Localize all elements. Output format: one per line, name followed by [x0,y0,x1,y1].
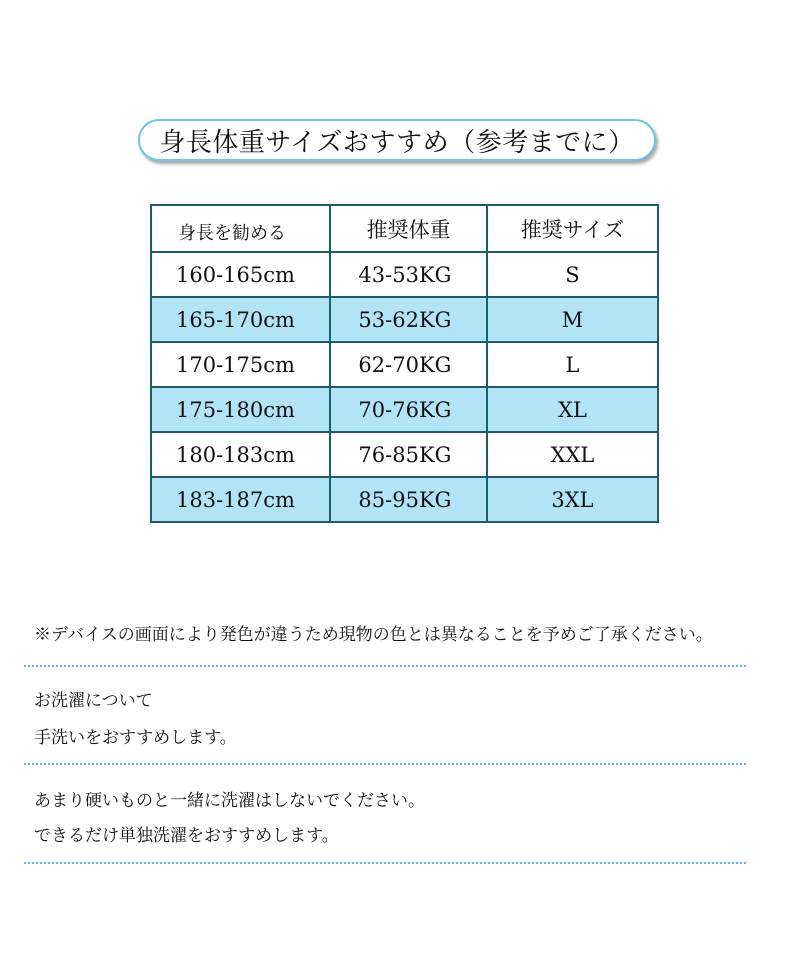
size-cell: XXL [487,432,658,477]
washing-heading: お洗濯について [34,691,153,711]
height-cell: 175-180cm [151,387,330,432]
table-header-row [151,205,658,252]
table-row [151,342,658,387]
table-row [151,252,658,297]
size-cell: 3XL [487,477,658,522]
header-height: 身長を勧める [151,205,330,252]
size-cell: S [487,252,658,297]
weight-cell: 76-85KG [330,432,487,477]
table-row [151,432,658,477]
height-cell: 165-170cm [151,297,330,342]
weight-cell: 85-95KG [330,477,487,522]
size-cell: L [487,342,658,387]
dotted-divider [24,862,746,864]
weight-cell: 70-76KG [330,387,487,432]
height-cell: 183-187cm [151,477,330,522]
header-weight: 推奨体重 [330,205,487,252]
care-line-2: できるだけ単独洗濯をおすすめします。 [34,826,339,846]
care-line-1: あまり硬いものと一緒に洗濯はしないでください。 [34,791,425,811]
table-row [151,477,658,522]
table-row [151,297,658,342]
weight-cell: 62-70KG [330,342,487,387]
size-recommendation-table [150,204,659,523]
table-row [151,387,658,432]
weight-cell: 43-53KG [330,252,487,297]
washing-text: 手洗いをおすすめします。 [34,728,237,748]
dotted-divider [24,665,746,667]
size-cell: XL [487,387,658,432]
weight-cell: 53-62KG [330,297,487,342]
header-size: 推奨サイズ [487,205,658,252]
height-cell: 180-183cm [151,432,330,477]
height-cell: 160-165cm [151,252,330,297]
size-cell: M [487,297,658,342]
dotted-divider [24,763,746,765]
color-notice: ※デバイスの画面により発色が違うため現物の色とは異なることを予めご了承ください。 [34,625,713,645]
page-title: 身長体重サイズおすすめ（参考までに） [138,119,656,161]
height-cell: 170-175cm [151,342,330,387]
